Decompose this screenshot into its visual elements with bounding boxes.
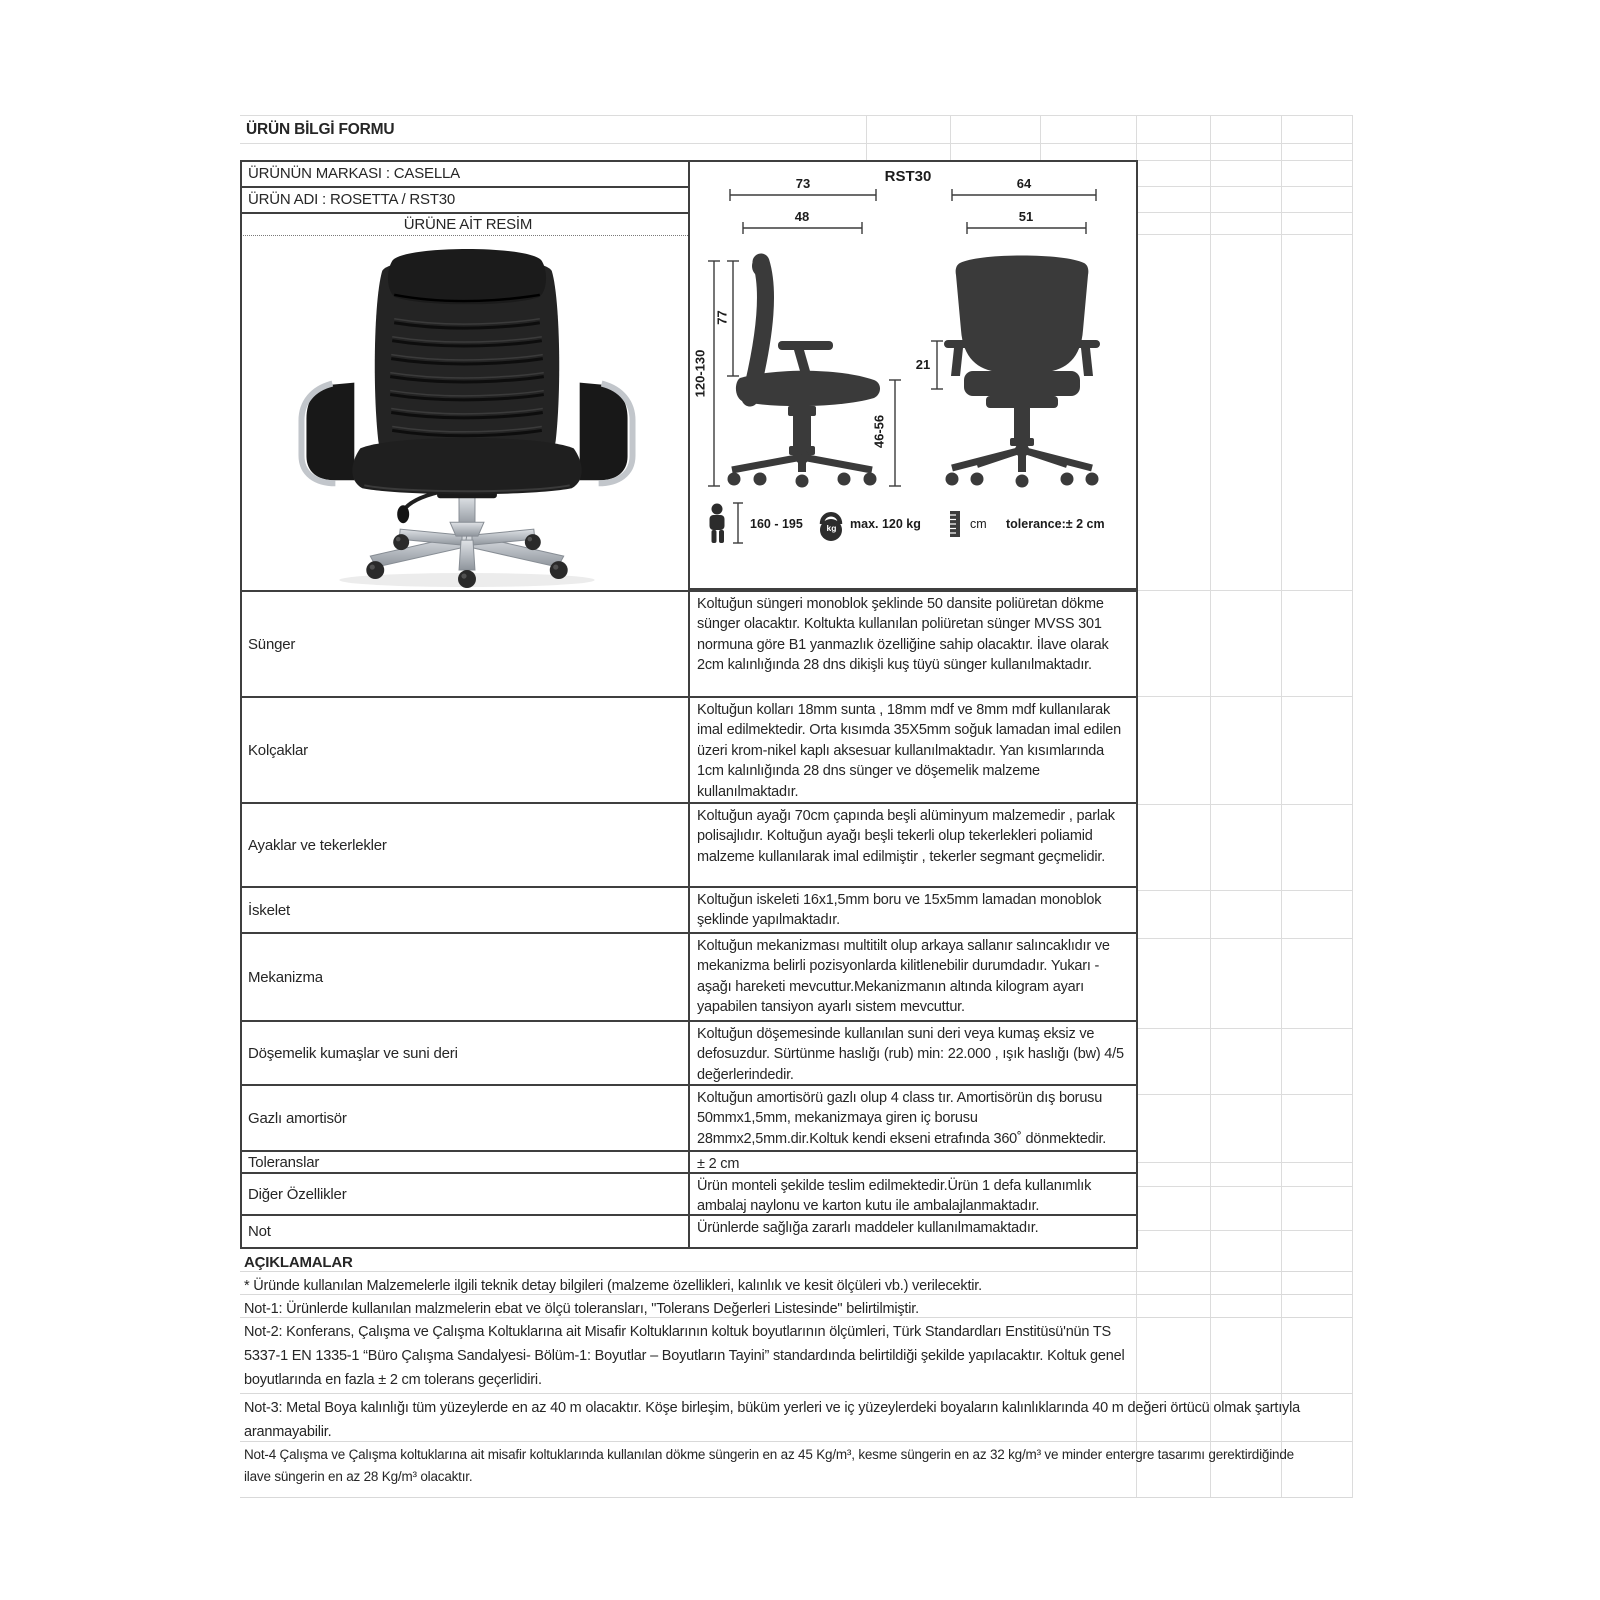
table-row (242, 1084, 1136, 1150)
table-row (242, 1214, 1136, 1247)
dim-back-height: 77 (714, 310, 730, 325)
grid-line (240, 143, 1352, 144)
grid-line (1136, 186, 1352, 187)
grid-line (1040, 115, 1041, 160)
note-text: Not-4 Çalışma ve Çalışma koltuklarına ait misafir koltuklarında kullanılan dökme süngerin en az 45 Kg/m³, kesme süngerin en az 32 kg/m³ ve minder entergre tasarımı gerektirdiğinde ilave süngerin en az 28 Kg/m³ olacaktır. (244, 1447, 1294, 1484)
spec-label: Diğer Özellikler (242, 1174, 690, 1214)
table-row (242, 886, 1136, 932)
notes-header: AÇIKLAMALAR (240, 1249, 1352, 1272)
tolerance-label: tolerance:± 2 cm (1006, 517, 1105, 531)
image-caption-cell: ÜRÜNE AİT RESİM (240, 212, 690, 236)
dim-seat-height: 46-56 (871, 414, 887, 449)
ruler-icon (950, 511, 960, 537)
grid-line (1136, 212, 1352, 213)
spec-label: Kolçaklar (242, 698, 690, 802)
spec-label: Not (242, 1216, 690, 1247)
spec-text: Koltuğun amortisörü gazlı olup 4 class tır. Amortisörün dış borusu 50mmx1,5mm, mekanizmaya giren iç borusu 28mmx2,5mm.dir.Koltuk kendi ekseni etrafında 360˚ dönmektedir. (697, 1090, 1107, 1147)
spec-text: Ürünlerde sağlığa zararlı maddeler kullanılmamaktadır. (697, 1220, 1039, 1236)
chair-front-silhouette (944, 256, 1100, 488)
spec-table (240, 590, 1138, 1249)
note-text: Not-3: Metal Boya kalınlığı tüm yüzeylerde en az 40 m olacaktır. Köşe birleşim, büküm yerleri ve iç yüzeylerdeki boyaların kalınlıklarında 40 m değeri örtücü olmak şartıyla aranmayabilir. (244, 1400, 1300, 1440)
dim-side-top-width: 73 (795, 176, 811, 191)
grid-line (1136, 804, 1352, 805)
brand-cell: ÜRÜNÜN MARKASI : CASELLA (240, 160, 690, 188)
chair-side-silhouette (728, 256, 881, 488)
grid-line (240, 115, 1352, 116)
table-row (242, 1020, 1136, 1084)
grid-line (1136, 1230, 1352, 1231)
chair-photo (242, 235, 692, 590)
product-photo-cell (240, 235, 690, 590)
form-title: ÜRÜN BİLGİ FORMU (246, 121, 395, 138)
spec-label: Gazlı amortisör (242, 1086, 690, 1150)
grid-line (866, 115, 867, 160)
spec-label: Döşemelik kumaşlar ve suni deri (242, 1022, 690, 1084)
note-item (240, 1318, 1352, 1394)
spec-label: Ayaklar ve tekerlekler (242, 804, 690, 886)
grid-line (1352, 115, 1353, 1498)
grid-line (1136, 938, 1352, 939)
dim-front-seat-width: 51 (1018, 209, 1034, 224)
table-row (242, 696, 1136, 802)
unit-label: cm (970, 517, 987, 531)
spec-label: İskelet (242, 888, 690, 932)
grid-line (1136, 234, 1352, 235)
spec-label: Toleranslar (242, 1152, 690, 1172)
spec-text: Koltuğun iskeleti 16x1,5mm boru ve 15x5mm lamadan monoblok şeklinde yapılmaktadır. (697, 892, 1102, 929)
grid-line (1136, 1028, 1352, 1029)
user-height-label: 160 - 195 (750, 517, 803, 531)
spec-label: Mekanizma (242, 934, 690, 1020)
table-row (242, 1172, 1136, 1214)
note-item (240, 1394, 1352, 1442)
grid-line (1136, 890, 1352, 891)
spec-text: Koltuğun ayağı 70cm çapında beşli alüminyum malzemedir , parlak polisajlıdır. Koltuğun ayağı beşli tekerli olup tekerlekleri poliamid malzeme kullanılarak imal edilmiştir , tekerler segmant geçmelidir. (697, 808, 1115, 865)
dimension-diagram-cell (688, 160, 1138, 590)
product-name-cell: ÜRÜN ADI : ROSETTA / RST30 (240, 186, 690, 214)
note-text: Not-1: Ürünlerde kullanılan malzmelerin ebat ve ölçü toleransları, "Tolerans Değerleri Listesinde" belirtilmiştir. (244, 1301, 919, 1317)
table-row (242, 1150, 1136, 1172)
grid-line (1136, 696, 1352, 697)
spec-text: Koltuğun kolları 18mm sunta , 18mm mdf ve 8mm mdf kullanılarak imal edilmektedir. Orta kısımda 35X5mm soğuk lamadan imal edilen üzeri krom-nikel kaplı aksesuar kullanılmaktadır. Yan kısımlarında 1cm kalınlığında 28 dns sünger ve döşemelik malzeme kullanılmaktadır. (697, 702, 1121, 800)
grid-line (950, 115, 951, 160)
table-row (242, 802, 1136, 886)
spec-text: Ürün monteli şekilde teslim edilmektedir.Ürün 1 defa kullanımlık ambalaj naylonu ve karton kutu ile ambalajlanmaktadır. (697, 1178, 1092, 1214)
spec-text: Koltuğun mekanizması multitilt olup arkaya sallanır salıncaklıdır ve mekanizma belirli pozisyonlarda kilitlenebilir durumdadır. Yukarı - aşağı hareketi mevcuttur.Mekanizmanın altında kilogram ayarı yapabilen tansiyon ayarlı sistem mevcuttur. (697, 938, 1110, 1016)
table-row (242, 592, 1136, 696)
grid-line (1136, 1094, 1352, 1095)
table-row (242, 932, 1136, 1020)
grid-line (1136, 590, 1352, 591)
grid-line (1136, 1186, 1352, 1187)
note-text: Not-2: Konferans, Çalışma ve Çalışma Koltuklarına ait Misafir Koltuklarının koltuk boyutlarının ölçümleri, Türk Standardları Enstitüsü'nün TS 5337-1 EN 1335-1 “Büro Çalışma Sandalyesi- Bölüm-1: Boyutlar – Boyutların Tayini” standardında belirtildiği şekilde yapılacaktır. Koltuk genel boyutlarında en fazla ± 2 cm tolerans geçerlidiri. (244, 1324, 1125, 1388)
spec-text: Koltuğun süngeri monoblok şeklinde 50 dansite poliüretan dökme sünger olacaktır. Koltukta kullanılan poliüretan sünger MVSS 301 normuna göre B1 yanmazlık özelliğine sahip olacaktır. İlave olarak 2cm kalınlığında 28 dns dikişli kuş tüyü sünger kullanılmaktadır. (697, 596, 1109, 674)
spec-text: Koltuğun döşemesinde kullanılan suni deri veya kumaş eksiz ve defosuzdur. Sürtünme haslığı (rub) min: 22.000 , ışık haslığı (bw) 4/5 değerlerindedir. (697, 1026, 1124, 1083)
dim-overall-height: 120-130 (692, 349, 708, 398)
spec-text: ± 2 cm (697, 1156, 740, 1172)
spec-label: Sünger (242, 592, 690, 696)
dim-front-top-width: 64 (1016, 176, 1032, 191)
dim-side-seat-width: 48 (794, 209, 810, 224)
note-item (240, 1272, 1352, 1295)
person-icon (710, 504, 725, 544)
dim-armrest-height: 21 (915, 357, 931, 372)
max-weight-label: max. 120 kg (850, 517, 921, 531)
model-label: RST30 (884, 168, 932, 185)
note-item (240, 1295, 1352, 1318)
grid-line (1136, 1162, 1352, 1163)
note-item (240, 1442, 1352, 1498)
kg-icon-label: kg (826, 523, 837, 533)
note-text: * Üründe kullanılan Malzemelerle ilgili teknik detay bilgileri (malzeme özellikleri, kalınlık ve kesit ölçüleri vb.) verilecektir. (244, 1278, 982, 1294)
